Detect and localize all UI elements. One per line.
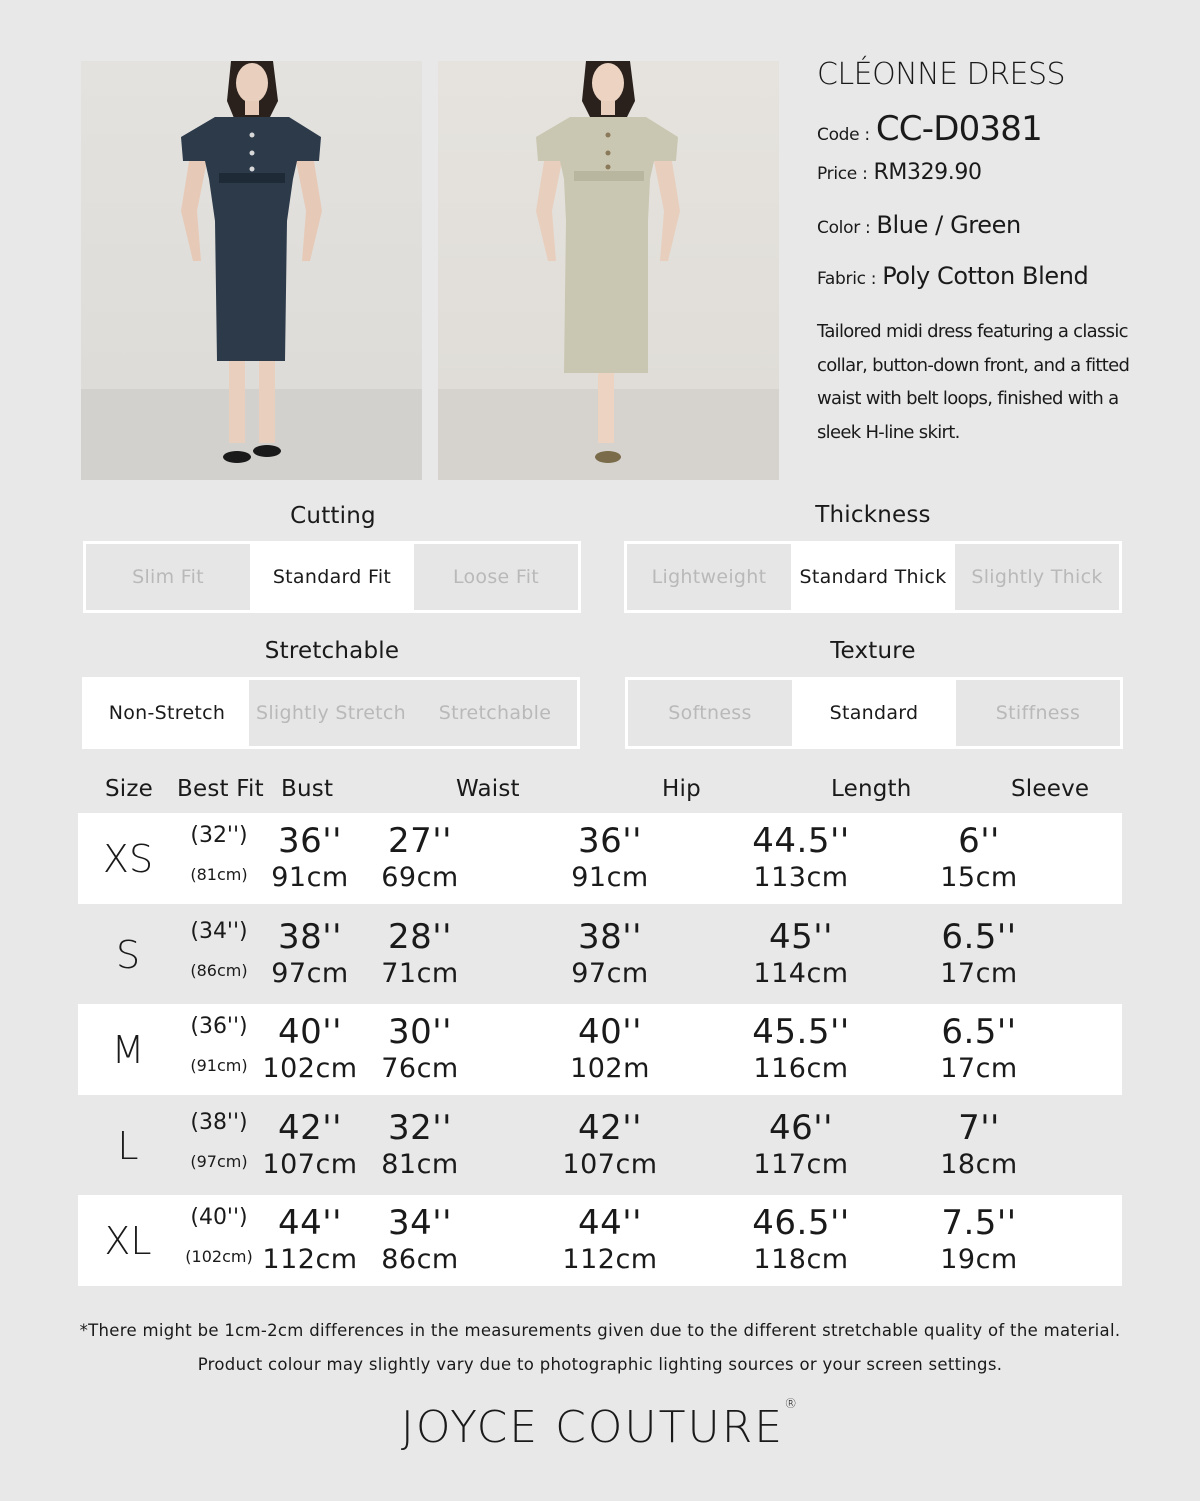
sleeve-cm: 18cm: [940, 1149, 1018, 1180]
header-hip: Hip: [662, 776, 701, 802]
hip-inches: 42'': [578, 1108, 642, 1148]
bust-inches: 44'': [278, 1203, 342, 1243]
sleeve-cm: 15cm: [940, 862, 1018, 893]
thickness-scale: [624, 541, 1122, 613]
length-inches: 44.5'': [752, 821, 850, 861]
texture-option-standard: Standard: [792, 680, 956, 746]
best-fit-inches: (32''): [190, 823, 248, 848]
hip-inches: 44'': [578, 1203, 642, 1243]
length-cm: 118cm: [753, 1244, 849, 1275]
colour-note: Product colour may slightly vary due to photographic lighting sources or your screen settings.: [197, 1355, 1003, 1374]
cutting-option-loose: Loose Fit: [414, 544, 578, 610]
stretchable-scale: [82, 677, 580, 749]
price-row: [817, 160, 1157, 211]
header-length: Length: [831, 776, 912, 802]
thickness-title: Thickness: [815, 502, 931, 528]
hip-inches: 36'': [578, 821, 642, 861]
product-title: CLÉONNE DRESS: [817, 57, 1066, 92]
waist-inches: 34'': [388, 1203, 452, 1243]
hip-cm: 107cm: [562, 1149, 658, 1180]
product-description: Tailored midi dress featuring a classic collar, button-down front, and a fitted waist with belt loops, finished with a sleek H-line skirt.: [817, 321, 1130, 443]
cutting-option-standard: Standard Fit: [250, 544, 414, 610]
best-fit-inches: (40''): [190, 1205, 248, 1230]
size-label: L: [117, 1124, 139, 1168]
fabric-value: Poly Cotton Blend: [882, 262, 1089, 290]
waist-cm: 76cm: [381, 1053, 459, 1084]
table-row: [78, 1195, 1122, 1286]
waist-inches: 32'': [388, 1108, 452, 1148]
header-sleeve: Sleeve: [1011, 776, 1090, 802]
length-cm: 117cm: [753, 1149, 849, 1180]
length-inches: 46.5'': [752, 1203, 850, 1243]
length-inches: 45.5'': [752, 1012, 850, 1052]
length-cm: 113cm: [753, 862, 849, 893]
length-inches: 45'': [769, 917, 833, 957]
length-cm: 116cm: [753, 1053, 849, 1084]
size-label: M: [111, 1028, 145, 1072]
hip-cm: 97cm: [571, 958, 649, 989]
code-row: [817, 109, 1157, 160]
hip-cm: 112cm: [562, 1244, 658, 1275]
stretch-option-non: Non-Stretch: [85, 680, 249, 746]
size-label: XS: [102, 837, 154, 881]
texture-option-softness: Softness: [628, 680, 792, 746]
best-fit-inches: (38''): [190, 1110, 248, 1135]
product-info: [817, 55, 1157, 449]
texture-scale: [625, 677, 1123, 749]
table-row: [78, 909, 1122, 1000]
waist-cm: 81cm: [381, 1149, 459, 1180]
table-row: [78, 1004, 1122, 1095]
best-fit-cm: (86cm): [190, 961, 248, 980]
length-inches: 46'': [769, 1108, 833, 1148]
bust-cm: 97cm: [271, 958, 349, 989]
measurement-note: *There might be 1cm-2cm differences in the measurements given due to the different stretchable quality of the material.: [79, 1321, 1121, 1340]
waist-cm: 71cm: [381, 958, 459, 989]
hip-inches: 40'': [578, 1012, 642, 1052]
bust-cm: 91cm: [271, 862, 349, 893]
best-fit-cm: (81cm): [190, 865, 248, 884]
size-label: S: [115, 933, 141, 977]
best-fit-cm: (102cm): [185, 1247, 253, 1266]
table-row: [78, 1100, 1122, 1191]
waist-inches: 28'': [388, 917, 452, 957]
header-best-fit: Best Fit: [177, 776, 264, 802]
registered-mark: ®: [784, 1397, 800, 1413]
sleeve-cm: 19cm: [940, 1244, 1018, 1275]
table-row: [78, 813, 1122, 904]
green-dress-photo: [438, 61, 779, 480]
sleeve-inches: 6.5'': [941, 1012, 1017, 1052]
navy-dress-photo: [81, 61, 422, 480]
bust-cm: 102cm: [262, 1053, 358, 1084]
header-bust: Bust: [281, 776, 334, 802]
hip-cm: 102m: [570, 1053, 650, 1084]
waist-inches: 30'': [388, 1012, 452, 1052]
fabric-label: Fabric :: [817, 269, 877, 289]
best-fit-inches: (34''): [190, 919, 248, 944]
best-fit-inches: (36''): [190, 1014, 248, 1039]
texture-title: Texture: [830, 638, 916, 664]
header-size: Size: [105, 776, 154, 802]
color-row: [817, 211, 1157, 262]
waist-cm: 69cm: [381, 862, 459, 893]
texture-option-stiffness: Stiffness: [956, 680, 1120, 746]
hip-inches: 38'': [578, 917, 642, 957]
fabric-row: [817, 262, 1157, 313]
cutting-title: Cutting: [290, 503, 376, 529]
stretch-option-stretchable: Stretchable: [413, 680, 577, 746]
bust-inches: 40'': [278, 1012, 342, 1052]
brand-name: JOYCE COUTURE: [400, 1402, 785, 1453]
best-fit-cm: (91cm): [190, 1056, 248, 1075]
cutting-scale: [83, 541, 581, 613]
bust-cm: 112cm: [262, 1244, 358, 1275]
sleeve-inches: 6'': [958, 821, 1000, 861]
sleeve-cm: 17cm: [940, 958, 1018, 989]
best-fit-cm: (97cm): [190, 1152, 248, 1171]
sleeve-inches: 6.5'': [941, 917, 1017, 957]
color-label: Color :: [817, 218, 871, 238]
color-value: Blue / Green: [876, 211, 1021, 239]
cutting-option-slim: Slim Fit: [86, 544, 250, 610]
bust-inches: 38'': [278, 917, 342, 957]
size-label: XL: [104, 1219, 152, 1263]
stretch-option-slight: Slightly Stretch: [249, 680, 413, 746]
bust-cm: 107cm: [262, 1149, 358, 1180]
brand-logo: [0, 1397, 1200, 1453]
header-waist: Waist: [456, 776, 520, 802]
hip-cm: 91cm: [571, 862, 649, 893]
length-cm: 114cm: [753, 958, 849, 989]
code-value: CC-D0381: [875, 109, 1042, 149]
sleeve-inches: 7.5'': [941, 1203, 1017, 1243]
bust-inches: 42'': [278, 1108, 342, 1148]
code-label: Code :: [817, 125, 870, 145]
waist-cm: 86cm: [381, 1244, 459, 1275]
waist-inches: 27'': [388, 821, 452, 861]
stretchable-title: Stretchable: [264, 638, 400, 664]
bust-inches: 36'': [278, 821, 342, 861]
price-value: RM329.90: [873, 160, 982, 185]
thickness-option-standard: Standard Thick: [791, 544, 955, 610]
price-label: Price :: [817, 164, 868, 184]
sleeve-inches: 7'': [958, 1108, 1000, 1148]
thickness-option-slightly-thick: Slightly Thick: [955, 544, 1119, 610]
thickness-option-lightweight: Lightweight: [627, 544, 791, 610]
sleeve-cm: 17cm: [940, 1053, 1018, 1084]
